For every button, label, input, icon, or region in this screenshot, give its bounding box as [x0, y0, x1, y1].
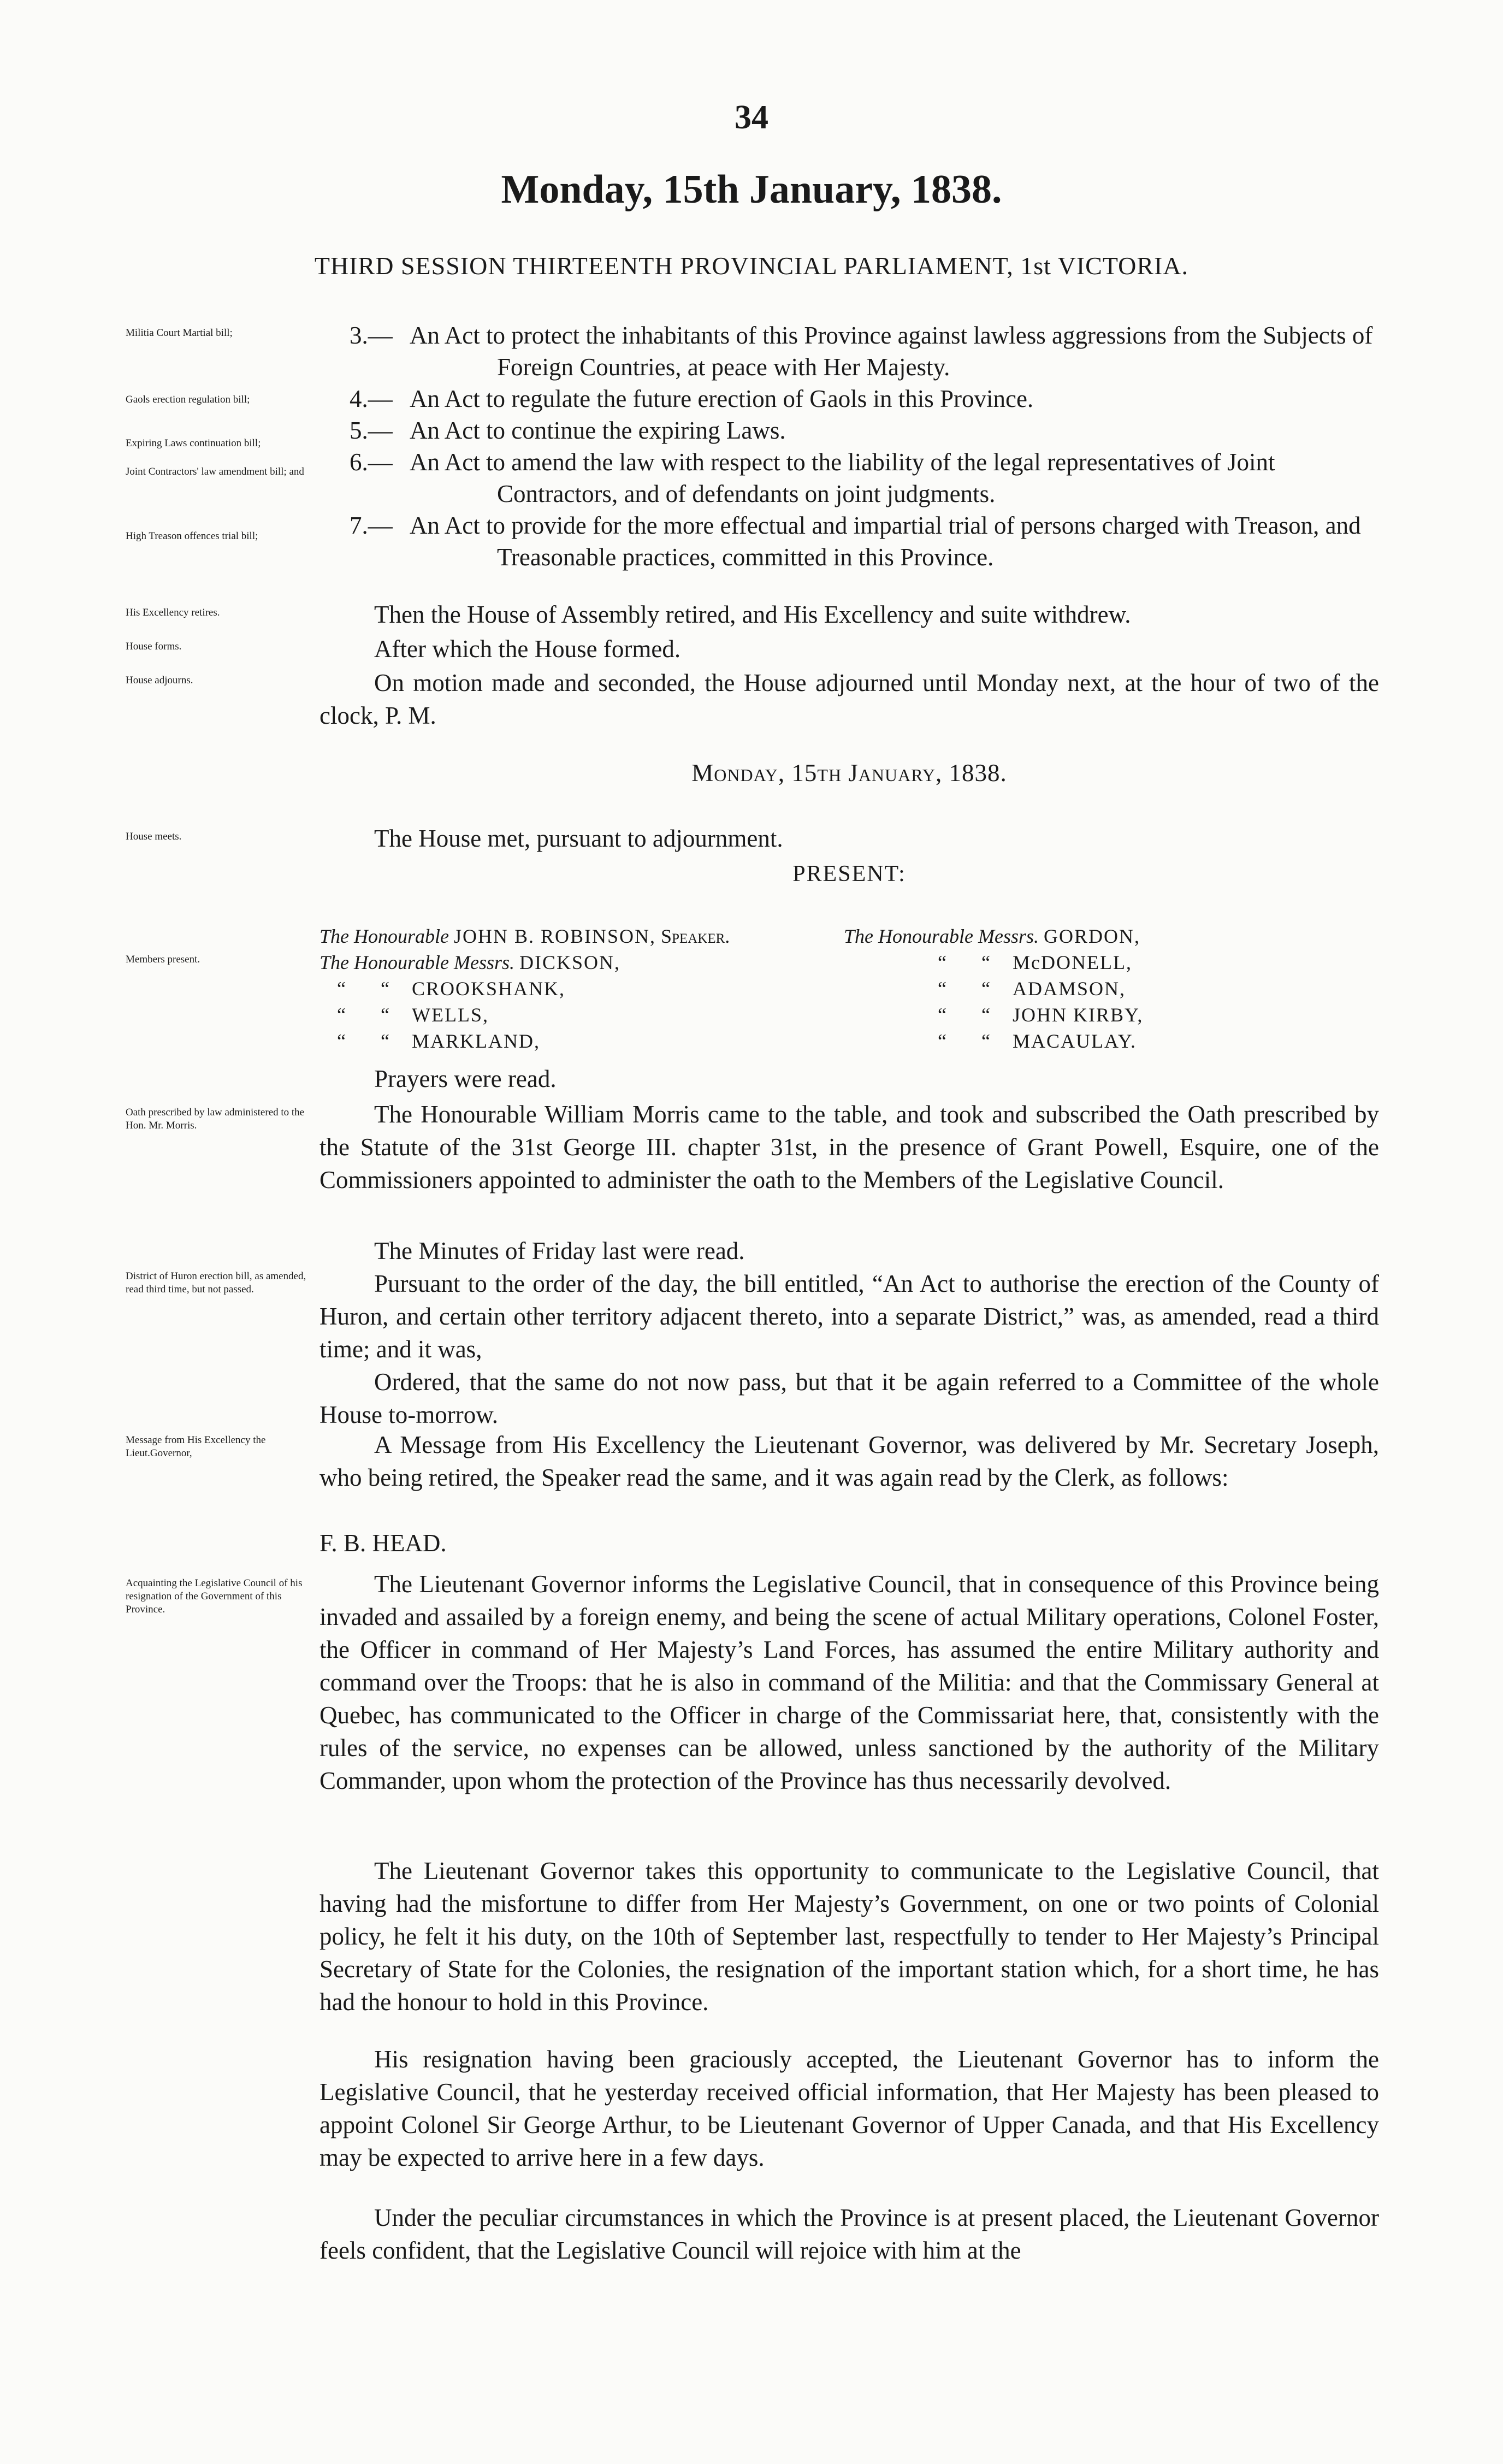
signature: F. B. HEAD. [319, 1529, 447, 1557]
paragraph-prayers: Prayers were read. [374, 1065, 557, 1092]
member-row [844, 1002, 1143, 1028]
ditto-mark: “ [381, 1004, 389, 1026]
member-row [319, 1028, 730, 1054]
act-text: An Act to amend the law with respect to the liability of the legal representatives of Joint Contractors, and of defendants on joint judgments. [410, 448, 1275, 507]
act-number: 6.— [350, 448, 393, 476]
member-row [319, 923, 730, 949]
member-name: CROOKSHANK, [412, 978, 566, 1000]
session-heading: THIRD SESSION THIRTEENTH PROVINCIAL PARLIAMENT, 1st VICTORIA. [314, 252, 1189, 280]
act-text: An Act to regulate the future erection of Gaols in this Province. [410, 385, 1034, 412]
ditto-mark: “ [381, 978, 389, 1000]
margin-note-treason: High Treason offences trial bill; [126, 530, 258, 542]
act-text: An Act to provide for the more effectual and impartial trial of persons charged with Treason, and Treasonable practices, committed in this Province. [410, 512, 1361, 571]
ditto-mark: “ [981, 1030, 990, 1052]
act-number: 4.— [350, 385, 393, 412]
act-number: 7.— [350, 512, 393, 539]
page-number: 34 [735, 99, 768, 136]
ditto-mark: “ [337, 1030, 346, 1052]
margin-note-meets: House meets. [126, 831, 182, 842]
act-item [350, 383, 1376, 415]
member-row [844, 949, 1143, 976]
act-item [350, 415, 1376, 446]
paragraph-retired: Then the House of Assembly retired, and His Excellency and suite withdrew. [374, 601, 1131, 628]
member-row [844, 1028, 1143, 1054]
paragraph-message: A Message from His Excellency the Lieutenant Governor, was delivered by Mr. Secretary Joseph, who being retired, the Speaker read the same, and it was again read by the Clerk, as follows: [319, 1431, 1379, 1491]
margin-note-forms: House forms. [126, 641, 182, 652]
acts-list [350, 320, 1376, 573]
ditto-mark: “ [981, 1004, 990, 1026]
member-name: JOHN B. ROBINSON, [454, 925, 656, 947]
act-text: An Act to protect the inhabitants of this Province against lawless aggressions from the Subjects of Foreign Countries, at peace with Her Majesty. [410, 322, 1373, 381]
message-paragraph-2: The Lieutenant Governor takes this opportunity to communicate to the Legislative Council, that having had the misfortune to differ from Her Majesty’s Government, on one or two points of Colonial policy, he felt it his duty, on the 10th of September last, respectfully to tender to Her Majesty’s Principal Secretary of State for the Colonies, the resignation of the important station which, for a short time, he has had the honour to hold in this Province. [319, 1857, 1379, 2016]
member-row [319, 1002, 730, 1028]
member-prefix: The Honourable Messrs. [844, 925, 1039, 947]
act-number: 3.— [350, 322, 393, 349]
present-heading: PRESENT: [792, 861, 906, 887]
member-name: DICKSON, [519, 952, 621, 973]
margin-note-oath: Oath prescribed by law administered to the Hon. Mr. Morris. [126, 1107, 305, 1131]
margin-note-present: Members present. [126, 954, 200, 965]
paragraph-ordered: Ordered, that the same do not now pass, but that it be again referred to a Committee of the whole House to-morrow. [319, 1368, 1379, 1428]
paragraph-pursuant: Pursuant to the order of the day, the bill entitled, “An Act to authorise the erection of the County of Huron, and certain other territory adjacent thereto, into a separate District,” was, as amended, read a third time; and it was, [319, 1270, 1379, 1363]
paragraph-adjourned: On motion made and seconded, the House adjourned until Monday next, at the hour of two of the clock, P. M. [319, 669, 1379, 729]
member-name: MACAULAY. [1013, 1030, 1137, 1052]
ditto-mark: “ [381, 1030, 389, 1052]
ditto-mark: “ [938, 1030, 946, 1052]
members-column-left [319, 923, 730, 1054]
margin-note-militia: Militia Court Martial bill; [126, 327, 233, 339]
member-suffix: Speaker. [661, 925, 730, 947]
ditto-mark: “ [938, 952, 946, 973]
member-prefix: The Honourable Messrs. [319, 952, 514, 973]
paragraph-oath: The Honourable William Morris came to the table, and took and subscribed the Oath prescribed by the Statute of the 31st George III. chapter 31st, in the presence of Grant Powell, Esquire, one of the Commissioners appointed to administer the oath to the Members of the Legislative Council. [319, 1101, 1379, 1193]
margin-note-joint: Joint Contractors' law amendment bill; and [126, 466, 304, 477]
act-number: 5.— [350, 417, 393, 444]
act-item [350, 446, 1376, 510]
margin-note-gaols: Gaols erection regulation bill; [126, 394, 250, 405]
paragraph-met: The House met, pursuant to adjournment. [374, 825, 783, 852]
message-paragraph-4: Under the peculiar circumstances in which the Province is at present placed, the Lieutenant Governor feels confident, that the Legislative Council will rejoice with him at the [319, 2204, 1379, 2264]
ditto-mark: “ [981, 952, 990, 973]
page-title: Monday, 15th January, 1838. [501, 167, 1002, 212]
member-name: MARKLAND, [412, 1030, 541, 1052]
member-name: JOHN KIRBY, [1013, 1004, 1144, 1026]
margin-note-retires: His Excellency retires. [126, 607, 220, 618]
message-paragraph-1: The Lieutenant Governor informs the Legislative Council, that in consequence of this Province being invaded and assailed by a foreign enemy, and being the scene of actual Military operations, Colonel Foster, the Officer in command of Her Majesty’s Land Forces, has assumed the entire Military authority and command over the Troops: that he is also in command of the Militia: and that the Commissary General at Quebec, has communicated to the Officer in charge of the Commissariat here, that, consistently with the rules of the service, no expenses can be allowed, unless sanctioned by the authority of the Military Commander, upon whom the protection of the Province has thus necessarily devolved. [319, 1570, 1379, 1794]
ditto-mark: “ [981, 978, 990, 1000]
member-row [319, 976, 730, 1002]
member-prefix: The Honourable [319, 925, 449, 947]
member-row [844, 976, 1143, 1002]
member-name: ADAMSON, [1013, 978, 1126, 1000]
message-paragraph-3: His resignation having been graciously accepted, the Lieutenant Governor has to inform the Legislative Council, that he yesterday received official information, that Her Majesty has been pleased to appoint Colonel Sir George Arthur, to be Lieutenant Governor of Upper Canada, and that His Excellency may be expected to arrive here in a few days. [319, 2046, 1379, 2171]
ditto-mark: “ [938, 1004, 946, 1026]
margin-note-acquainting: Acquainting the Legislative Council of his resignation of the Government of this Province. [126, 1577, 303, 1615]
date-heading: Monday, 15th January, 1838. [691, 759, 1007, 787]
member-name: McDONELL, [1013, 952, 1132, 973]
member-row [844, 923, 1143, 949]
act-text: An Act to continue the expiring Laws. [410, 417, 786, 444]
paragraph-minutes: The Minutes of Friday last were read. [374, 1237, 745, 1265]
margin-note-expiring: Expiring Laws continuation bill; [126, 438, 261, 449]
member-name: GORDON, [1044, 925, 1141, 947]
margin-note-adjourns: House adjourns. [126, 675, 193, 686]
member-name: WELLS, [412, 1004, 489, 1026]
margin-note-message: Message from His Excellency the Lieut.Governor, [126, 1434, 266, 1459]
paragraph-formed: After which the House formed. [374, 635, 681, 663]
ditto-mark: “ [938, 978, 946, 1000]
margin-note-huron: District of Huron erection bill, as amended, read third time, but not passed. [126, 1271, 306, 1295]
members-column-right [844, 923, 1143, 1054]
member-row [319, 949, 730, 976]
act-item [350, 320, 1376, 383]
ditto-mark: “ [337, 1004, 346, 1026]
ditto-mark: “ [337, 978, 346, 1000]
act-item [350, 510, 1376, 573]
